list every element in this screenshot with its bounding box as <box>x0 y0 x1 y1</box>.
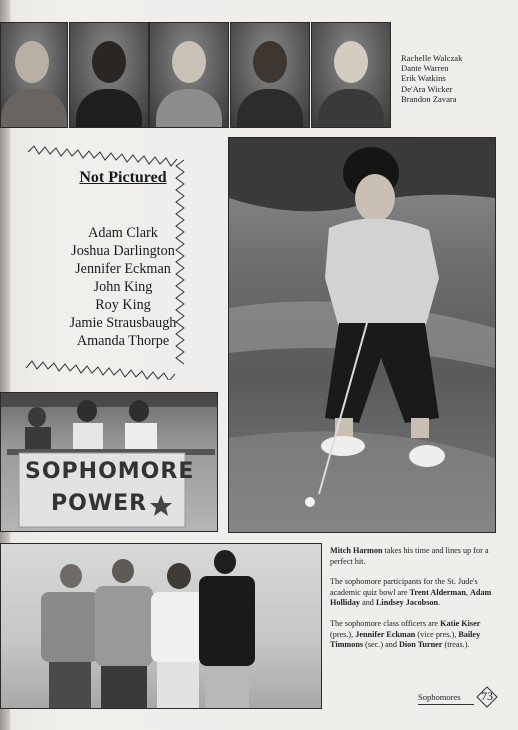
page-number: 73 <box>481 689 493 703</box>
photo-captions <box>330 546 498 661</box>
caption-name: Mitch Harmon <box>330 546 383 555</box>
not-pictured-name: Roy King <box>95 297 151 313</box>
caption-text: and <box>360 598 376 608</box>
caption-name: Bailey Timmons <box>330 629 481 650</box>
caption-text: (sec.) and <box>363 640 399 650</box>
golf-photo <box>228 137 496 533</box>
banner-line-1: SOPHOMORE <box>25 459 195 484</box>
not-pictured-name: Jennifer Eckman <box>75 261 171 277</box>
page-footer <box>418 686 498 706</box>
portrait-name: Dante Warren <box>401 63 449 74</box>
class-officers-photo <box>0 543 322 709</box>
banner-line-2: POWER <box>51 491 148 516</box>
not-pictured-list <box>18 224 228 350</box>
caption-name: Lindsey Jacobson <box>375 598 439 608</box>
caption-text: (pres.), <box>330 629 356 639</box>
page-number-badge <box>476 686 498 708</box>
caption-text: (treas.). <box>442 640 470 650</box>
not-pictured-name: Joshua Darlington <box>71 243 175 259</box>
portrait-name: De'Ara Wicker <box>401 83 453 94</box>
portrait-photo <box>311 22 391 128</box>
caption-class-officers <box>330 619 498 651</box>
caption-name: Trent Alderman <box>409 587 466 597</box>
caption-quiz-bowl <box>330 577 498 609</box>
portrait-photo <box>0 22 68 128</box>
portrait-name-list <box>401 53 462 104</box>
portrait-name: Brandon Zavara <box>401 93 457 104</box>
portrait-photo <box>230 22 310 128</box>
caption-text: The sophomore participants for the St. Jude's academic quiz bowl are <box>330 577 478 597</box>
caption-text: . <box>438 598 441 608</box>
section-label: Sophomores <box>418 692 461 702</box>
portrait-photo <box>149 22 229 128</box>
caption-text: takes his time and lines up for a perfect hit. <box>330 546 489 566</box>
not-pictured-name: John King <box>93 279 153 295</box>
portrait-name: Rachelle Walczak <box>401 53 463 63</box>
not-pictured-name: Amanda Thorpe <box>76 333 170 349</box>
caption-name: Katie Kiser <box>440 618 481 628</box>
not-pictured-title: Not Pictured <box>79 169 167 186</box>
footer-rule <box>418 704 474 705</box>
caption-text: , <box>465 587 470 597</box>
caption-text: The sophomore class officers are <box>330 618 441 628</box>
caption-name: Adam Holliday <box>330 587 492 608</box>
sophomore-power-photo <box>0 392 218 532</box>
caption-name: Jennifer Eckman <box>355 629 416 639</box>
not-pictured-name: Adam Clark <box>88 225 158 241</box>
portrait-photo <box>69 22 149 128</box>
portrait-name: Erik Watkins <box>401 73 446 84</box>
caption-name: Dion Turner <box>398 640 443 650</box>
not-pictured-name: Jamie Strausbaugh <box>69 315 177 331</box>
caption-golf <box>330 546 498 567</box>
caption-text: (vice pres.), <box>415 629 459 639</box>
not-pictured-box <box>18 140 198 380</box>
